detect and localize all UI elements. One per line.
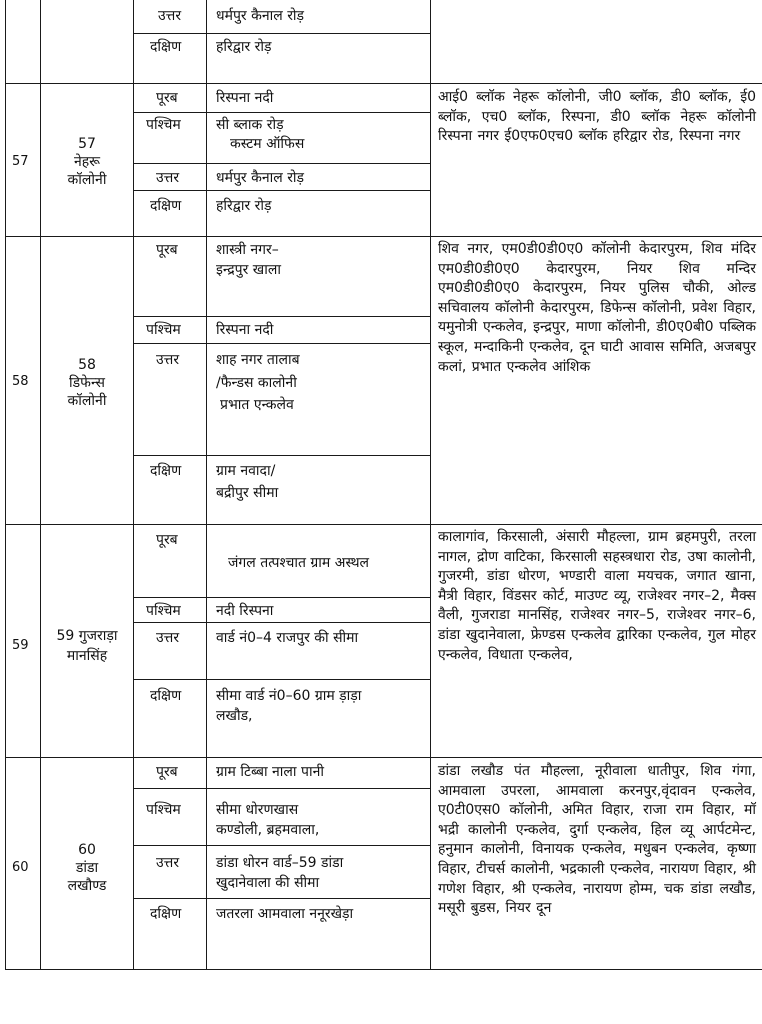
ward-areas: कालागांव, किरसाली, अंसारी मौहल्ला, ग्राम ब्रहमपुरी, तरला नागल, द्रोण वाटिका, किरसाली सहस्त्रधारा रोड, उषा कालोनी, गुजरमी, डांडा धोरण, भण्डारी वाला मयचक, जगात खाना, मैत्री विहार, विंडसर कोर्ट, माउण्ट व्यू, राजेश्वर नगर–2, मैक्स वैली, गुजराडा मानसिंह, राजेश्वर नगर–5, राजेश्वर नगर–6, डांडा खुदानेवाला, फ्रेण्डस एन्कलेव द्वारिका एन्कलेव, गुल मोहर एन्कलेव, विधाता एन्कलेव, (438, 529, 756, 663)
ward-name (41, 626, 133, 646)
ward-name (41, 858, 133, 878)
boundary-direction: पश्चिम (146, 603, 181, 619)
col-divider (206, 0, 207, 970)
ward-serial: 57 (12, 154, 29, 169)
boundary-text: शाह नगर तालाब (216, 352, 300, 368)
boundary-divider (133, 679, 430, 680)
boundary-text: रिस्पना नदी (216, 90, 274, 106)
col-divider (430, 0, 431, 970)
boundary-divider (133, 845, 430, 846)
boundary-divider (133, 190, 430, 191)
boundary-text: धर्मपुर कैनाल रोड़ (216, 170, 305, 186)
boundary-text: धर्मपुर कैनाल रोड़ (216, 8, 305, 24)
boundary-text: इन्द्रपुर खाला (216, 262, 281, 278)
boundary-direction: दक्षिण (150, 463, 182, 479)
ward-name-line: मानसिंह (66, 648, 108, 664)
ward-separator (5, 83, 762, 84)
ward-name-line: 60 (78, 842, 96, 858)
ward-name-line: नेहरू (73, 154, 101, 170)
boundary-direction: उत्तर (158, 8, 182, 24)
ward-name-line: लखौण्ड (67, 878, 107, 894)
boundary-text: /फैन्डस कालोनी (216, 375, 297, 391)
boundary-text: सीमा धोरणखास (216, 802, 299, 818)
ward-serial: 58 (12, 374, 29, 389)
boundary-direction: उत्तर (156, 170, 180, 186)
col-divider (5, 0, 6, 970)
boundary-direction: उत्तर (156, 855, 180, 871)
boundary-divider (133, 455, 430, 456)
boundary-direction: पूरब (156, 242, 178, 258)
boundary-direction: पूरब (156, 532, 178, 548)
boundary-direction: पूरब (156, 764, 178, 780)
ward-name-line: 58 (78, 357, 96, 373)
ward-separator (5, 524, 762, 525)
ward-name (41, 355, 133, 375)
boundary-text: जतरला आमवाला ननूरखेड़ा (216, 906, 354, 922)
ward-name (41, 391, 133, 411)
ward-name-line: कॉलोनी (67, 393, 107, 409)
boundary-direction: दक्षिण (150, 39, 182, 55)
boundary-divider (133, 316, 430, 317)
boundary-text: ग्राम नवादा/ (216, 463, 276, 479)
ward-separator (5, 236, 762, 237)
ward-name-line: डिफेन्स (69, 375, 105, 391)
boundary-divider (133, 898, 430, 899)
boundary-divider (133, 622, 430, 623)
boundary-text: कस्टम ऑफिस (230, 136, 305, 152)
boundary-direction: दक्षिण (150, 688, 182, 704)
ward-separator (5, 757, 762, 758)
boundary-divider (133, 33, 430, 34)
boundary-text: सीमा वार्ड नं0–60 ग्राम ड़ाड़ा (216, 688, 362, 704)
ward-name (41, 840, 133, 860)
boundary-text: नदी रिस्पना (216, 603, 274, 619)
boundary-direction: पश्चिम (146, 802, 181, 818)
boundary-text: डांडा धोरन वार्ड–59 डांडा (216, 855, 344, 871)
boundary-text: हरिद्वार रोड़ (216, 198, 272, 214)
ward-serial: 59 (12, 638, 29, 653)
ward-name-line: डांडा (75, 860, 99, 876)
ward-name (41, 876, 133, 896)
ward-name-line: कॉलोनी (67, 172, 107, 188)
ward-name (41, 373, 133, 393)
boundary-divider (133, 597, 430, 598)
boundary-text: वार्ड नं0–4 राजपुर की सीमा (216, 630, 359, 646)
ward-name (41, 152, 133, 172)
col-divider (133, 0, 134, 970)
boundary-text: शास्त्री नगर– (216, 242, 279, 258)
ward-name (41, 134, 133, 154)
ward-areas: आई0 ब्लॉक नेहरू कॉलोनी, जी0 ब्लॉक, डी0 ब्लॉक, ई0 ब्लॉक, एच0 ब्लॉक, रिस्पना, डी0 ब्लॉक नेहरू कॉलोनी रिस्पना नगर ई0एफ0एच0 ब्लॉक हरिद्वार रोड, रिस्पना नगर (438, 89, 756, 145)
boundary-divider (133, 163, 430, 164)
boundary-direction: दक्षिण (150, 198, 182, 214)
boundary-divider (133, 112, 430, 113)
boundary-text: लखौड, (216, 708, 253, 724)
boundary-text: बद्रीपुर सीमा (216, 485, 279, 501)
boundary-direction: उत्तर (156, 352, 180, 368)
ward-areas: शिव नगर, एम0डी0डी0ए0 कॉलोनी केदारपुरम, शिव मंदिर एम0डी0डी0ए0 केदारपुरम, नियर शिव मन्दिर एम0डी0डी0ए0 केदारपुरम, नियर पुलिस चौकी, ओल्ड सचिवालय कॉलोनी केदारपुरम, डिफेन्स कॉलोनी, प्रवेश विहार, यमुनोत्री एन्कलेव, इन्द्रपुर, माणा कॉलोनी, डी0ए0बी0 पब्लिक स्कूल, मन्दाकिनी एन्कलेव, दून घाटी आवास समिति, अजबपुर कलां, प्रभात एन्कलेव आंशिक (438, 241, 756, 375)
ward-serial: 60 (12, 860, 29, 875)
boundary-divider (133, 788, 430, 789)
ward-name (41, 646, 133, 666)
ward-name-line: 59 गुजराड़ा (56, 628, 118, 644)
boundary-text: खुदानेवाला की सीमा (216, 875, 320, 891)
boundary-divider (133, 343, 430, 344)
ward-name-line: 57 (78, 136, 96, 152)
boundary-text: रिस्पना नदी (216, 322, 274, 338)
ward-separator (5, 969, 762, 970)
boundary-text: कण्डोली, ब्रहमवाला, (216, 822, 320, 838)
boundary-text: सी ब्लाक रोड़ (216, 117, 284, 133)
boundary-text: ग्राम टिब्बा नाला पानी (216, 764, 324, 780)
boundary-direction: उत्तर (156, 630, 180, 646)
ward-name (41, 170, 133, 190)
boundary-direction: पूरब (156, 90, 178, 106)
boundary-direction: दक्षिण (150, 906, 182, 922)
boundary-text: हरिद्वार रोड़ (216, 39, 272, 55)
boundary-direction: पश्चिम (146, 117, 181, 133)
boundary-text: जंगल तत्पश्चात ग्राम अस्थल (228, 555, 370, 571)
boundary-text: प्रभात एन्कलेव (220, 397, 294, 413)
boundary-direction: पश्चिम (146, 322, 181, 338)
ward-areas: डांडा लखौड पंत मौहल्ला, नूरीवाला धातीपुर, शिव गंगा, आमवाला उपरला, आमवाला करनपुर,वृंदावन एन्कलेव, ए0टी0एस0 कॉलोनी, अमित विहार, राजा राम विहार, मॉ भद्री कालोनी एन्कलेव, दुर्गा एन्कलेव, हिल व्यू आर्पटमेन्ट, हनुमान कालोनी, विनायक एन्कलेव, मधुबन एन्कलेव, कृष्णा विहार, टीचर्स कालोनी, भद्रकाली एन्कलेव, नारायण विहार, श्री गणेश विहार, श्री एन्कलेव, नारायण होम्म, चक डांडा लखौड, मसूरी बुडस, नियर दून (438, 763, 756, 917)
